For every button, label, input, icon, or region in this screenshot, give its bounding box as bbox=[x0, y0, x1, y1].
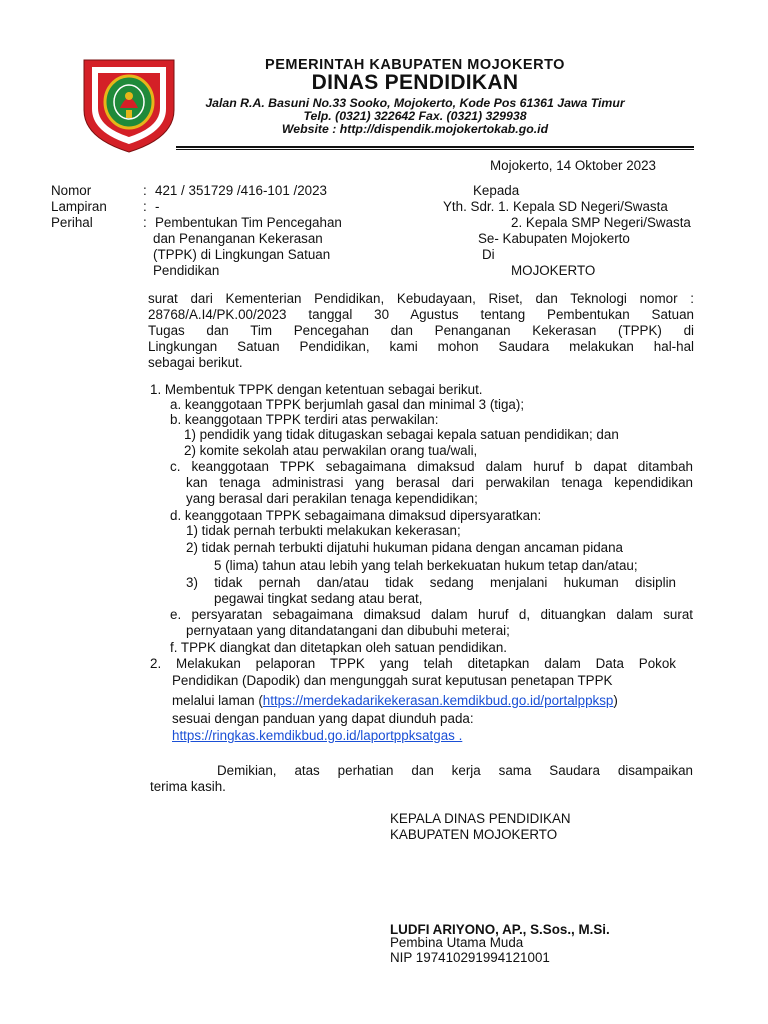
list-item-1d-3-cont: pegawai tingkat sedang atau berat, bbox=[214, 591, 423, 606]
letterhead-rule-thick bbox=[176, 146, 694, 148]
intro-line: Tugas dan Tim Pencegahan dan Penanganan Kekerasan (TPPK) di bbox=[148, 323, 694, 338]
list-item-1d-3: 3) tidak pernah dan/atau tidak sedang menjalani hukuman disiplin bbox=[186, 575, 676, 590]
intro-line: 28768/A.I4/PK.00/2023 tanggal 30 Agustus tentang Pembentukan Satuan bbox=[148, 307, 694, 322]
lampiran-value: - bbox=[155, 199, 160, 214]
recipient-line: Di bbox=[482, 247, 495, 262]
list-item-2: 2. Melakukan pelaporan TPPK yang telah ditetapkan dalam Data Pokok bbox=[150, 656, 676, 671]
list-item-1d-1: 1) tidak pernah terbukti melakukan kekerasan; bbox=[186, 523, 461, 538]
list-item-1d: d. keanggotaan TPPK sebagaimana dimaksud dipersyaratkan: bbox=[170, 508, 542, 523]
list-item-2-cont: sesuai dengan panduan yang dapat diunduh pada: bbox=[172, 711, 474, 726]
closing-line: Demikian, atas perhatian dan kerja sama Saudara disampaikan bbox=[217, 763, 693, 778]
intro-line: sebagai berikut. bbox=[148, 355, 243, 370]
list-item-1e: e. persyaratan sebagaimana dimaksud dalam huruf d, dituangkan dalam surat bbox=[170, 607, 693, 622]
recipient-line: 2. Kepala SMP Negeri/Swasta bbox=[511, 215, 691, 230]
list-item-1b: b. keanggotaan TPPK terdiri atas perwakilan: bbox=[170, 412, 439, 427]
list-item-1c-cont: kan tenaga administrasi yang berasal dari perwakilan tenaga kependidikan bbox=[186, 475, 693, 490]
recipient-city: MOJOKERTO bbox=[511, 263, 596, 278]
letterhead-government: PEMERINTAH KABUPATEN MOJOKERTO bbox=[265, 57, 565, 73]
letterhead-rule-thin bbox=[176, 149, 694, 150]
list-item-1d-2: 2) tidak pernah terbukti dijatuhi hukuman pidana dengan ancaman pidana bbox=[186, 540, 623, 555]
nomor-value: 421 / 351729 /416-101 /2023 bbox=[155, 183, 327, 198]
letterhead-website: Website : http://dispendik.mojokertokab.go.id bbox=[281, 122, 549, 136]
signatory-rank: Pembina Utama Muda bbox=[390, 935, 524, 950]
letter-date: Mojokerto, 14 Oktober 2023 bbox=[490, 158, 656, 173]
letterhead-phone-fax: Telp. (0321) 322642 Fax. (0321) 329938 bbox=[303, 109, 527, 123]
list-item-1f: f. TPPK diangkat dan ditetapkan oleh satuan pendidikan. bbox=[170, 640, 507, 655]
recipient-line: Yth. Sdr. 1. Kepala SD Negeri/Swasta bbox=[443, 199, 668, 214]
list-item-1: 1. Membentuk TPPK dengan ketentuan sebagai berikut. bbox=[150, 382, 483, 397]
closing-line: terima kasih. bbox=[150, 779, 226, 794]
perihal-colon: : bbox=[143, 215, 147, 230]
list-item-2-url-suffix: ) bbox=[613, 693, 618, 708]
perihal-line: dan Penanganan Kekerasan bbox=[153, 231, 323, 246]
merdeka-portal-link[interactable]: https://merdekadarikekerasan.kemdikbud.go.id/portalppksp bbox=[262, 693, 614, 708]
perihal-line: Pendidikan bbox=[153, 263, 220, 278]
letterhead-address: Jalan R.A. Basuni No.33 Sooko, Mojokerto, Kode Pos 61361 Jawa Timur bbox=[205, 96, 625, 110]
list-item-1e-cont: pernyataan yang ditandatangani dan dibubuhi meterai; bbox=[186, 623, 510, 638]
nomor-label: Nomor bbox=[51, 183, 92, 198]
perihal-label: Perihal bbox=[51, 215, 93, 230]
list-item-1c-cont: yang berasal dari perakilan tenaga kependidikan; bbox=[186, 491, 478, 506]
list-item-2-link-line bbox=[172, 728, 462, 744]
list-item-1d-2-cont: 5 (lima) tahun atau lebih yang telah berkekuatan hukum tetap dan/atau; bbox=[214, 558, 638, 573]
signature-title: KEPALA DINAS PENDIDIKAN bbox=[390, 811, 571, 826]
list-item-1c: c. keanggotaan TPPK sebagaimana dimaksud dalam huruf b dapat ditambah bbox=[170, 459, 693, 474]
list-item-1b-1: 1) pendidik yang tidak ditugaskan sebagai kepala satuan pendidikan; dan bbox=[184, 427, 619, 442]
intro-line: Lingkungan Satuan Pendidikan, kami mohon Saudara melakukan hal-hal bbox=[148, 339, 694, 354]
intro-line: surat dari Kementerian Pendidikan, Kebudayaan, Riset, dan Teknologi nomor : bbox=[148, 291, 694, 306]
signatory-nip: NIP 197410291994121001 bbox=[390, 950, 550, 965]
perihal-line: (TPPK) di Lingkungan Satuan bbox=[153, 247, 331, 262]
list-item-1a: a. keanggotaan TPPK berjumlah gasal dan minimal 3 (tiga); bbox=[170, 397, 525, 412]
letterhead-agency: DINAS PENDIDIKAN bbox=[311, 71, 519, 94]
recipient-kepada: Kepada bbox=[473, 183, 520, 198]
nomor-colon: : bbox=[143, 183, 147, 198]
lampiran-label: Lampiran bbox=[51, 199, 107, 214]
lampiran-colon: : bbox=[143, 199, 147, 214]
signatory-name: LUDFI ARIYONO, AP., S.Sos., M.Si. bbox=[390, 922, 610, 937]
perihal-line: Pembentukan Tim Pencegahan bbox=[155, 215, 342, 230]
list-item-1b-2: 2) komite sekolah atau perwakilan orang tua/wali, bbox=[184, 443, 478, 458]
laportppksatgas-link[interactable]: https://ringkas.kemdikbud.go.id/laportppksatgas . bbox=[172, 728, 463, 743]
signature-title: KABUPATEN MOJOKERTO bbox=[390, 827, 558, 842]
list-item-2-url-prefix: melalui laman ( bbox=[172, 693, 263, 708]
list-item-2-url-line bbox=[172, 693, 618, 709]
recipient-line: Se- Kabupaten Mojokerto bbox=[478, 231, 630, 246]
list-item-2-cont: Pendidikan (Dapodik) dan mengunggah surat keputusan penetapan TPPK bbox=[172, 673, 613, 688]
